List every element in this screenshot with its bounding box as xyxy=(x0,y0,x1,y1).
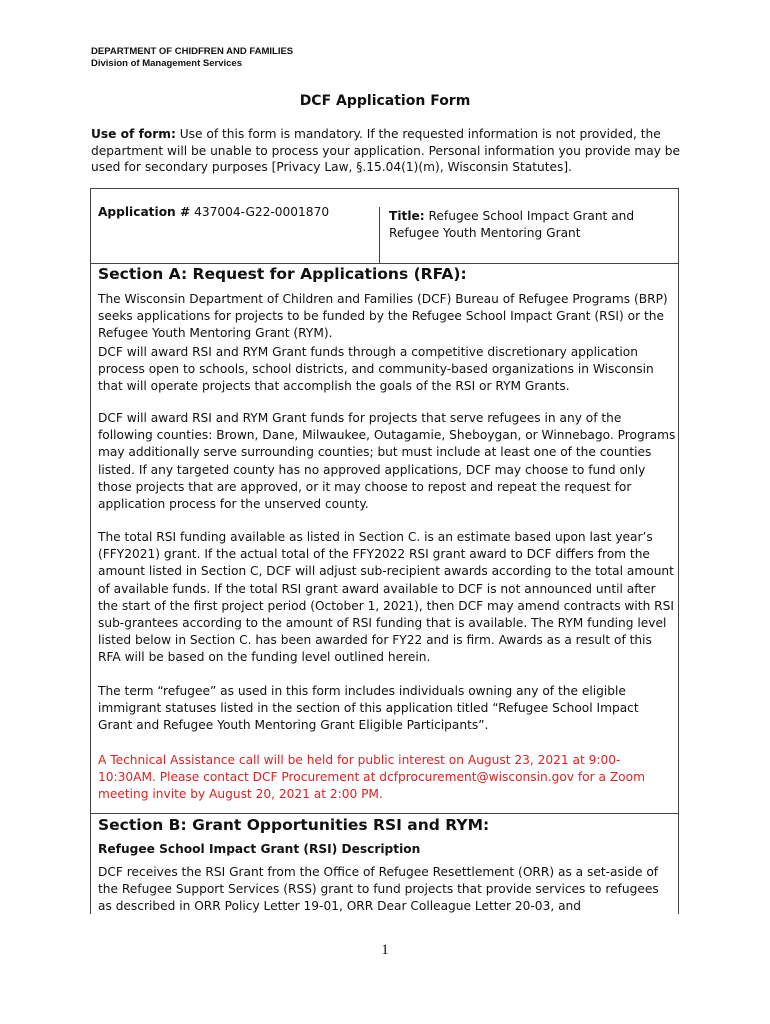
document-header xyxy=(91,46,293,70)
use-of-form-text: Use of this form is mandatory. If the requested information is not provided, the department will be unable to process your application. Personal information you provide may be used for secondary purposes [Privacy Law, §.15.04(1)(m), Wisconsin Statutes]. xyxy=(91,127,681,174)
section-a-paragraph: DCF will award RSI and RYM Grant funds for projects that serve refugees in any of the following counties: Brown, Dane, Milwaukee, Outagamie, Sheboygan, or Winnebago. Programs may additionally serve surrounding counties; but must include at least one of the counties listed. If any targeted county has no approved applications, DCF may choose to fund only those projects that are approved, or it may choose to repost and repeat the request for application process for the unserved county. xyxy=(98,411,676,512)
application-title xyxy=(389,208,674,241)
application-number-label: Application # xyxy=(98,205,191,219)
page-number: 1 xyxy=(381,942,389,958)
section-b-heading: Section B: Grant Opportunities RSI and RYM: xyxy=(98,816,490,834)
row-divider xyxy=(91,263,679,264)
department-name: DEPARTMENT OF CHIDFREN AND FAMILIES xyxy=(91,46,294,57)
cell-divider xyxy=(379,207,380,263)
application-title-value: Refugee School Impact Grant and Refugee Youth Mentoring Grant xyxy=(389,209,635,240)
form-title: DCF Application Form xyxy=(299,93,471,109)
technical-assistance-notice: A Technical Assistance call will be held for public interest on August 23, 2021 at 9:00-10:30AM. Please contact DCF Procurement at dcfprocurement@wisconsin.gov for a Zoom meeting invite by August 20, 2021 at 2:00 PM. xyxy=(98,753,645,802)
use-of-form-label: Use of form: xyxy=(91,127,176,141)
division-name: Division of Management Services xyxy=(91,58,242,69)
application-number-value: 437004-G22-0001870 xyxy=(190,205,330,219)
application-table xyxy=(90,188,679,914)
row-divider xyxy=(91,813,679,814)
section-b-paragraph: DCF receives the RSI Grant from the Office of Refugee Resettlement (ORR) as a set-aside of the Refugee Support Services (RSS) grant to fund projects that provide services to refugees as described in ORR Policy Letter 19-01, ORR Dear Colleague Letter 20-03, and xyxy=(98,865,659,914)
application-title-label: Title: xyxy=(389,209,425,223)
section-a-paragraph: DCF will award RSI and RYM Grant funds through a competitive discretionary application process open to schools, school districts, and community-based organizations in Wisconsin that will operate projects that accomplish the goals of the RSI or RYM Grants. xyxy=(98,345,654,394)
section-a-paragraph: The total RSI funding available as listed in Section C. is an estimate based upon last year’s (FFY2021) grant. If the actual total of the FFY2022 RSI grant award to DCF differs from the amount listed in Section C, DCF will adjust sub-recipient awards according to the total amount of available funds. If the total RSI grant award available to DCF is not announced until after the start of the first project period (October 1, 2021), then DCF may amend contracts with RSI sub-grantees according to the amount of RSI funding that is available. The RYM funding level listed below in Section C. has been awarded for FY22 and is firm. Awards as a result of this RFA will be based on the funding level outlined herein. xyxy=(98,530,674,665)
section-a-heading: Section A: Request for Applications (RFA): xyxy=(98,265,467,283)
section-a-paragraph: The Wisconsin Department of Children and Families (DCF) Bureau of Refugee Programs (BRP) seeks applications for projects to be funded by the Refugee School Impact Grant (RSI) or the Refugee Youth Mentoring Grant (RYM). xyxy=(98,292,668,341)
use-of-form-notice xyxy=(91,126,683,176)
section-a-paragraph: The term “refugee” as used in this form includes individuals owning any of the eligible immigrant statuses listed in the section of this application titled “Refugee School Impact Grant and Refugee Youth Mentoring Grant Eligible Participants”. xyxy=(98,684,639,733)
section-b-subheading: Refugee School Impact Grant (RSI) Description xyxy=(98,842,421,856)
application-number xyxy=(98,205,329,219)
